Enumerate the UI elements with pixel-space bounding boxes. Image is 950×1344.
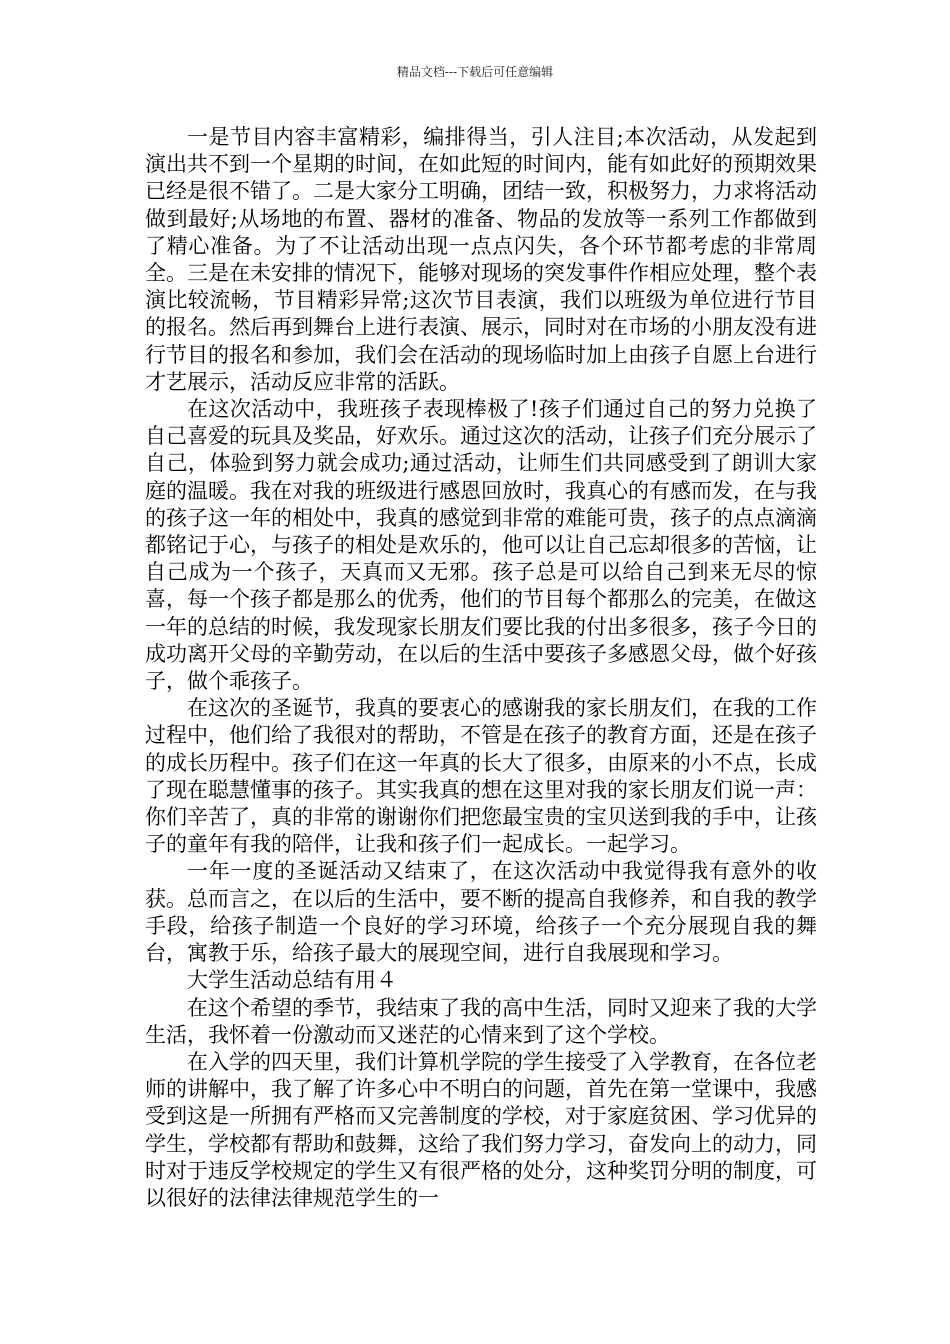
- section-title: 大学生活动总结有用４: [187, 968, 397, 993]
- section-paragraph-2: 在入学的四天里，我们计算机学院的学生接受了入学教育，在各位老师的讲解中，我了解了许多心中不明白的问题，首先在第一堂课中，我感受到这是一所拥有严格而又完善制度的学校，对于家庭贫困、学习优异的学生，学校都有帮助和鼓舞，这给了我们努力学习，奋发向上的动力，同时对于违反学校规定的学生又有很严格的处分，这种奖罚分明的制度，可以很好的法律法律规范学生的一: [145, 1049, 817, 1210]
- paragraph-2: 在这次活动中，我班孩子表现棒极了!孩子们通过自己的努力兑换了自己喜爱的玩具及奖品，好欢乐。通过这次的活动，让孩子们充分展示了自己，体验到努力就会成功;通过活动，让师生们共同感受到了朗训大家庭的温暖。我在对我的班级进行感恩回放时，我真心的有感而发，在与我的孩子这一年的相处中，我真的感觉到非常的难能可贵，孩子的点点滴滴都铭记于心，与孩子的相处是欢乐的，他可以让自己忘却很多的苦恼，让自己成为一个孩子，天真而又无邪。孩子总是可以给自己到来无尽的惊喜，每一个孩子都是那么的优秀，他们的节目每个都那么的完美，在做这一年的总结的时候，我发现家长朋友们要比我的付出多很多，孩子今日的成功离开父母的辛勤劳动，在以后的生活中要孩子多感恩父母，做个好孩子，做个乖孩子。: [145, 397, 817, 694]
- document-body: [145, 124, 817, 1212]
- section-paragraph-1: 在这个希望的季节，我结束了我的高中生活，同时又迎来了我的大学生活，我怀着一份激动而又迷茫的心情来到了这个学校。: [145, 995, 817, 1047]
- paragraph-3: 在这次的圣诞节，我真的要衷心的感谢我的家长朋友们，在我的工作过程中，他们给了我很对的帮助，不管是在孩子的教育方面，还是在孩子的成长历程中。孩子们在这一年真的长大了很多，由原来的小不点，长成了现在聪慧懂事的孩子。其实我真的想在这里对我的家长朋友们说一声：你们辛苦了，真的非常的谢谢你们把您最宝贵的宝贝送到我的手中，让孩子的童年有我的陪伴，让我和孩子们一起成长。一起学习。: [145, 696, 817, 857]
- paragraph-4: 一年一度的圣诞活动又结束了，在这次活动中我觉得我有意外的收获。总而言之，在以后的生活中，要不断的提高自我修养，和自我的教学手段，给孩子制造一个良好的学习环境，给孩子一个充分展现自我的舞台，寓教于乐，给孩子最大的展现空间，进行自我展现和学习。: [145, 859, 817, 966]
- paragraph-1: 一是节目内容丰富精彩，编排得当，引人注目;本次活动，从发起到演出共不到一个星期的时间，在如此短的时间内，能有如此好的预期效果已经是很不错了。二是大家分工明确，团结一致，积极努力，力求将活动做到最好;从场地的布置、器材的准备、物品的发放等一系列工作都做到了精心准备。为了不让活动出现一点点闪失，各个环节都考虑的非常周全。三是在未安排的情况下，能够对现场的突发事件作相应处理，整个表演比较流畅，节目精彩异常;这次节目表演，我们以班级为单位进行节目的报名。然后再到舞台上进行表演、展示，同时对在市场的小朋友没有进行节目的报名和参加，我们会在活动的现场临时加上由孩子自愿上台进行才艺展示，活动反应非常的活跃。: [145, 125, 817, 394]
- page-header: 精品文档---下载后可任意编辑: [396, 65, 554, 79]
